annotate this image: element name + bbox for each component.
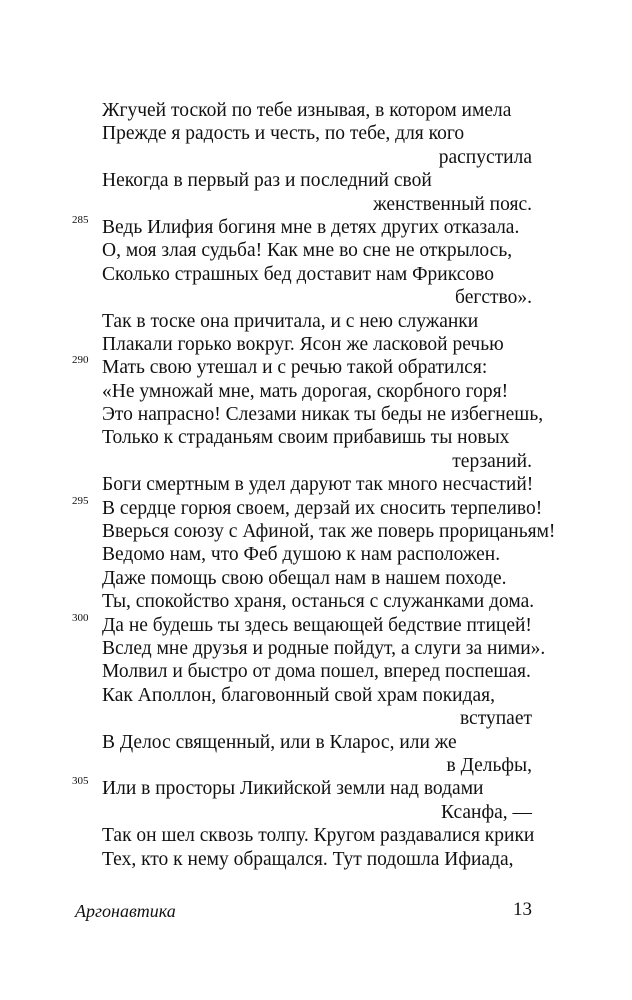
verse-text: Плакали горько вокруг. Ясон же ласковой речью — [102, 333, 504, 355]
verse-text: Да не будешь ты здесь вещающей бедствие птицей! — [102, 614, 532, 636]
verse-text: Сколько страшных бед доставит нам Фриксово — [102, 263, 494, 285]
verse-line — [72, 611, 532, 637]
verse-line-continuation — [102, 193, 532, 216]
verse-line — [102, 473, 532, 496]
verse-text: Ты, спокойство храня, останься с служанками дома. — [102, 591, 535, 613]
verse-text: Некогда в первый раз и последний свой — [102, 170, 432, 192]
verse-text: «Не умножай мне, мать дорогая, скорбного горя! — [102, 380, 509, 402]
verse-text: вступает — [459, 708, 532, 730]
verse-text: Вслед мне друзья и родные пойдут, а слуги за ними». — [102, 637, 546, 659]
verse-line — [102, 333, 532, 356]
verse-line-continuation — [102, 450, 532, 473]
verse-line — [102, 263, 532, 286]
verse-text: Даже помощь свою обещал нам в нашем походе. — [102, 567, 507, 589]
verse-line — [102, 239, 532, 262]
verse-line-continuation — [102, 146, 532, 169]
verse-line-continuation — [102, 754, 532, 777]
line-number: 290 — [72, 354, 89, 367]
verse-line — [102, 590, 535, 613]
verse-text: в Дельфы, — [446, 754, 532, 776]
verse-line — [102, 310, 532, 333]
verse-line — [102, 660, 532, 683]
line-number: 285 — [72, 213, 89, 226]
verse-text: Мать свою утешал и с речью такой обратился: — [102, 357, 488, 379]
page-number: 13 — [513, 899, 532, 920]
verse-line — [102, 403, 544, 426]
verse-text: терзаний. — [452, 450, 532, 472]
verse-text: Как Аполлон, благовонный свой храм покидая, — [102, 684, 496, 706]
verse-text: В сердце горюя своем, дерзай их сносить терпеливо! — [102, 497, 543, 519]
line-number: 295 — [72, 494, 89, 507]
verse-line — [102, 567, 532, 590]
verse-text: Только к страданьям своим прибавишь ты новых — [102, 427, 510, 449]
verse-text: Это напрасно! Слезами никак ты беды не избегнешь, — [102, 404, 544, 426]
verse-line — [72, 213, 532, 239]
verse-line — [102, 122, 532, 145]
line-number: 300 — [72, 611, 89, 624]
verse-line-continuation — [102, 801, 532, 824]
verse-text: женственный пояс. — [373, 193, 532, 215]
verse-text: Молвил и быстро от дома пошел, вперед поспешая. — [102, 661, 531, 683]
verse-text: Или в просторы Ликийской земли над водами — [102, 778, 484, 800]
verse-line — [102, 824, 535, 847]
verse-line-continuation — [102, 707, 532, 730]
verse-line-continuation — [102, 286, 532, 309]
verse-text: Так он шел сквозь толпу. Кругом раздавалися крики — [102, 825, 535, 847]
running-footer-title: Аргонавтика — [75, 901, 176, 921]
verse-line — [102, 848, 532, 871]
verse-line — [102, 380, 532, 403]
verse-text: Боги смертным в удел даруют так много несчастий! — [102, 474, 534, 496]
verse-line — [102, 543, 532, 566]
verse-text: Прежде я радость и честь, по тебе, для кого — [102, 123, 465, 145]
verse-line — [102, 684, 532, 707]
verse-line — [72, 494, 543, 520]
verse-line — [102, 731, 532, 754]
poem-text — [72, 99, 556, 871]
verse-text: бегство». — [455, 287, 532, 309]
verse-line — [72, 354, 532, 379]
verse-line — [72, 775, 532, 800]
verse-text: Ведь Илифия богиня мне в детях других отказала. — [102, 216, 520, 238]
verse-line — [102, 426, 532, 449]
verse-text: Так в тоске она причитала, и с нею служанки — [102, 310, 479, 332]
verse-line — [102, 520, 556, 543]
verse-text: Тех, кто к нему обращался. Тут подошла Ифиада, — [102, 848, 514, 870]
verse-text: Ведомо нам, что Феб душою к нам расположен. — [102, 544, 501, 566]
verse-text: Ксанфа, — — [440, 801, 532, 823]
verse-text: В Делос священный, или в Кларос, или же — [102, 731, 457, 753]
verse-text: О, моя злая судьба! Как мне во сне не открылось, — [102, 240, 513, 262]
verse-line — [102, 99, 532, 122]
verse-text: распустила — [438, 146, 532, 168]
verse-line — [102, 169, 532, 192]
verse-line — [102, 637, 546, 660]
verse-text: Вверься союзу с Афиной, так же поверь прорицаньям! — [102, 521, 556, 543]
verse-text: Жгучей тоской по тебе изнывая, в котором имела — [102, 100, 512, 121]
line-number: 305 — [72, 775, 89, 788]
